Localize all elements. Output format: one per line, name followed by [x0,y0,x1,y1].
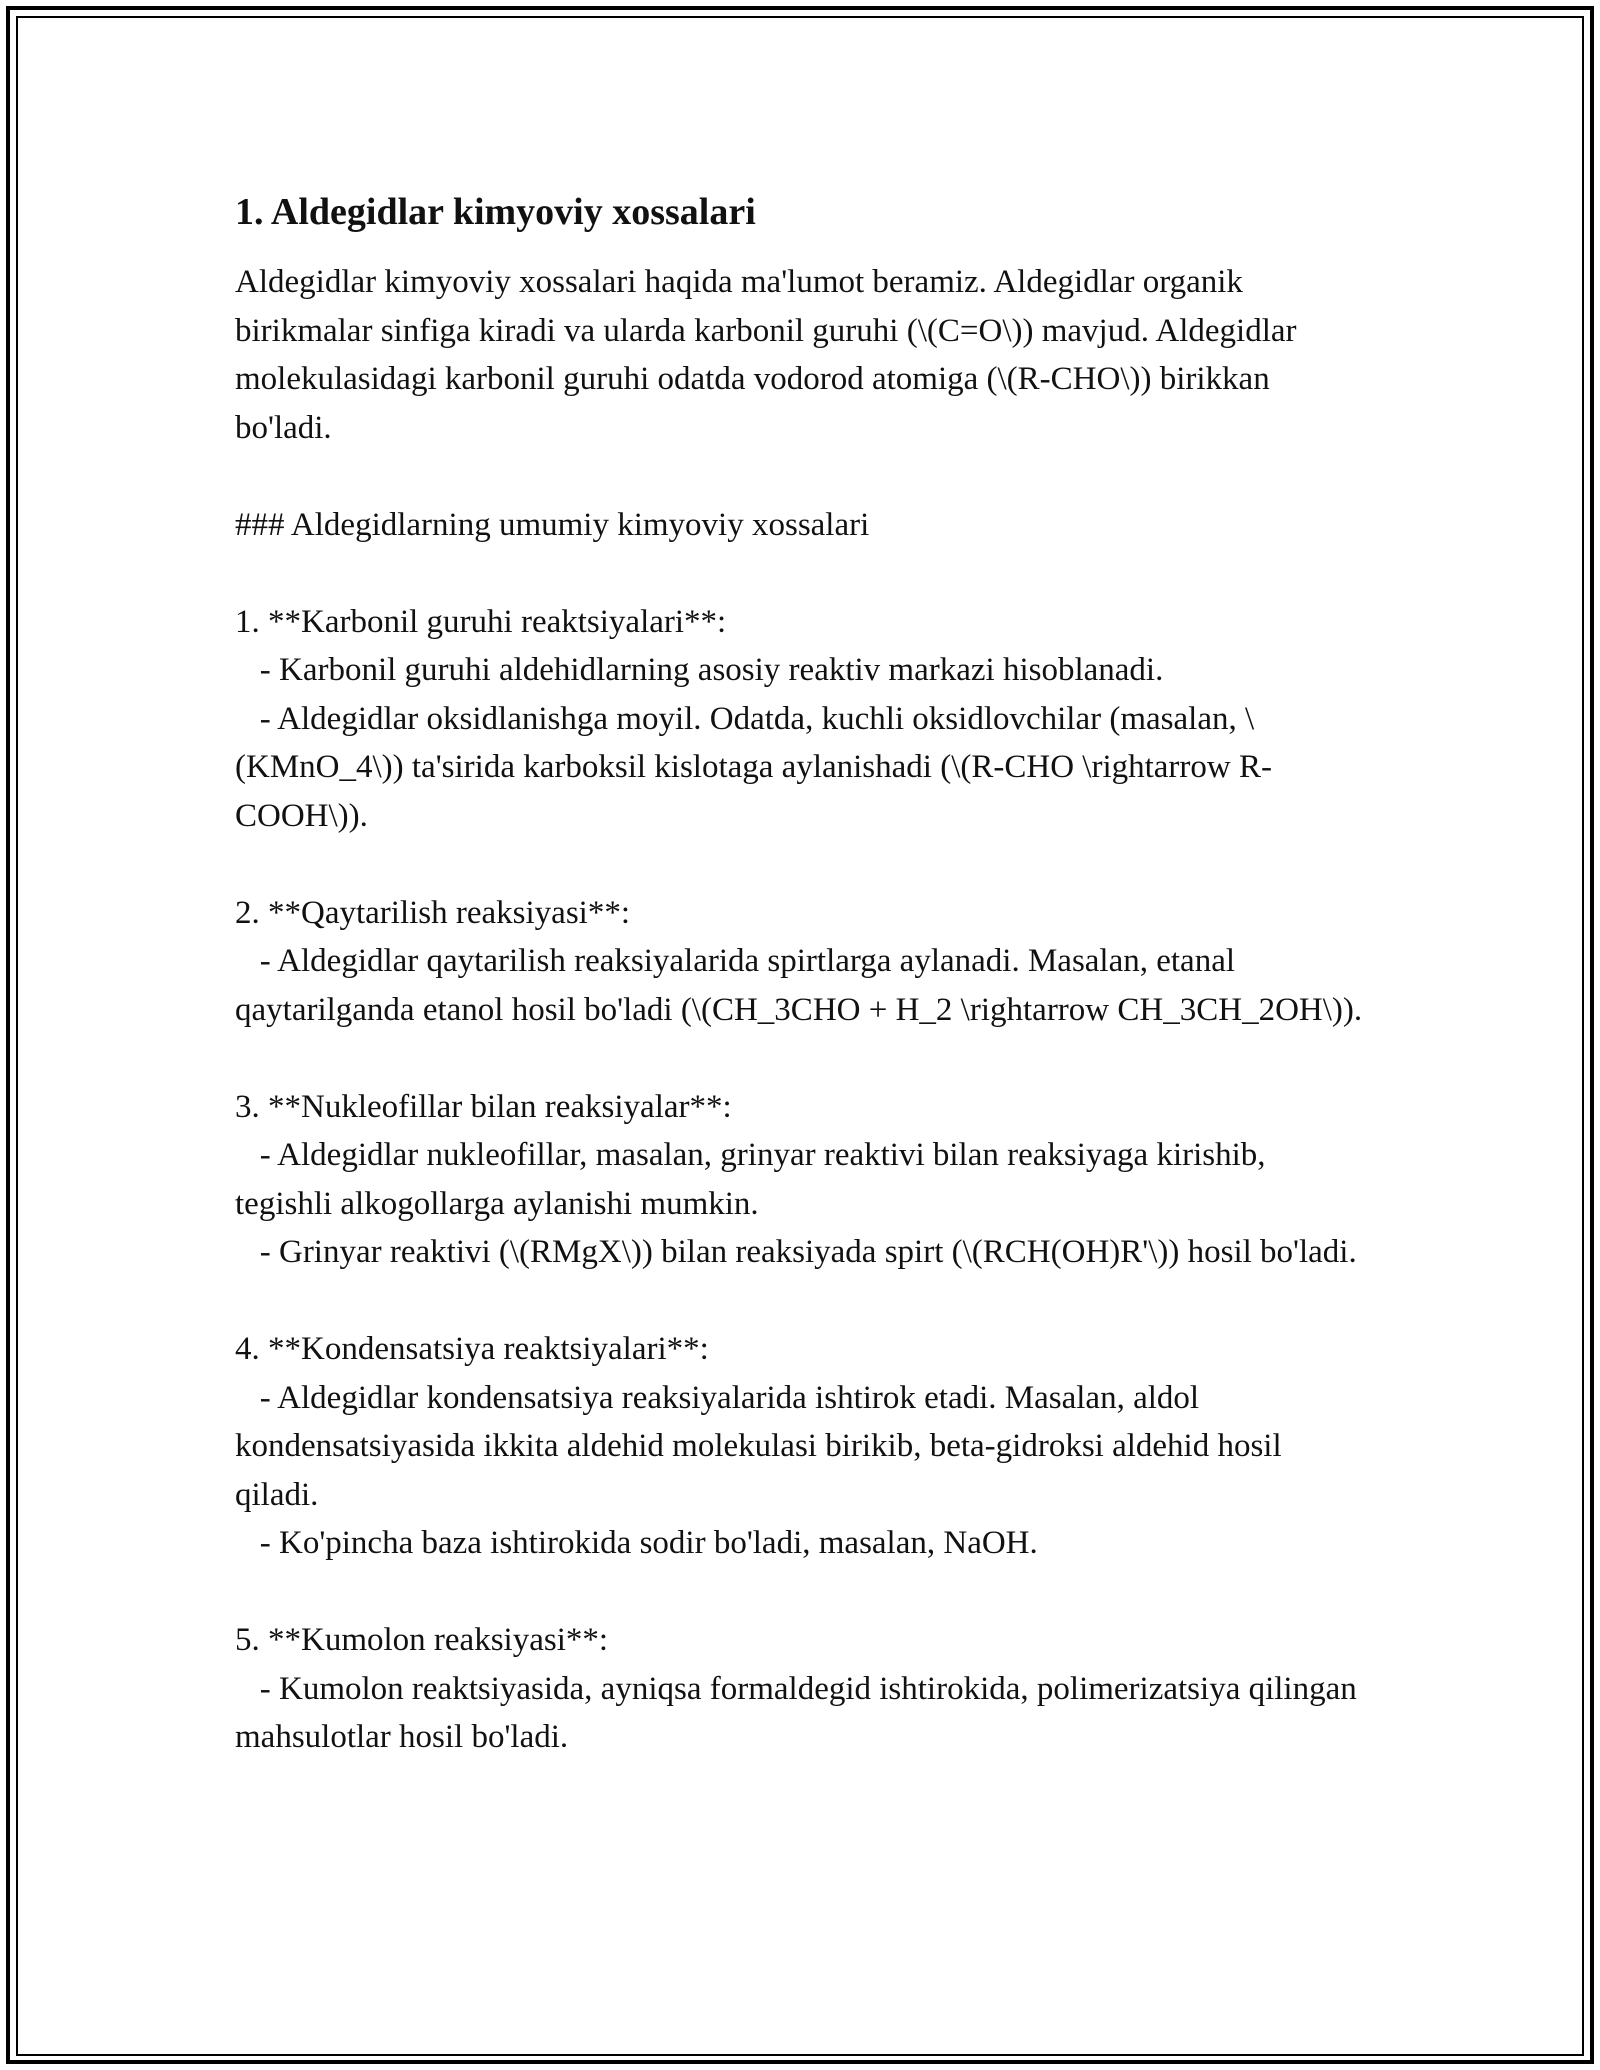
spacer [235,1277,1370,1326]
document-body [235,186,1370,1762]
intro-paragraph: Aldegidlar kimyoviy xossalari haqida ma'lumot beramiz. Aldegidlar organik birikmalar sinfiga kiradi va ularda karbonil guruhi (\(C=O\)) mavjud. Aldegidlar molekulasidagi karbonil guruhi odatda vodorod atomiga (\(R-CHO\)) birikkan bo'ladi. [235,264,1305,446]
document-title: 1. Aldegidlar kimyoviy xossalari [235,191,756,233]
section-heading: 4. **Kondensatsiya reaktsiyalari**: [235,1331,709,1367]
section-item: - Aldegidlar nukleofillar, masalan, grinyar reaktivi bilan reaksiyaga kirishib, tegishli alkogollarga aylanishi mumkin. [235,1137,1274,1222]
subheading: ### Aldegidlarning umumiy kimyoviy xossalari [235,506,870,543]
section-heading: 2. **Qaytarilish reaksiyasi**: [235,894,631,931]
section-1 [235,598,1370,841]
section-item: - Aldegidlar oksidlanishga moyil. Odatda, kuchli oksidlovchilar (masalan, \(KMnO_4\)) ta'sirida karboksil kislotaga aylanishadi (\(R-CHO \rightarrow R-COOH\)). [235,700,1272,834]
section-item: - Karbonil guruhi aldehidlarning asosiy reaktiv markazi hisoblanadi. [235,652,1164,688]
section-item: - Ko'pincha baza ishtirokida sodir bo'ladi, masalan, NaOH. [235,1525,1038,1561]
section-heading: 5. **Kumolon reaksiyasi**: [235,1622,609,1658]
section-4 [235,1325,1370,1568]
section-item: - Kumolon reaktsiyasida, ayniqsa formaldegid ishtirokida, polimerizatsiya qilingan mahsulotlar hosil bo'ladi. [235,1670,1365,1755]
section-item: - Grinyar reaktivi (\(RMgX\)) bilan reaksiyada spirt (\(RCH(OH)R'\)) hosil bo'ladi. [235,1234,1357,1270]
section-heading: 3. **Nukleofillar bilan reaksiyalar**: [235,1088,732,1125]
section-3 [235,1083,1370,1277]
spacer [235,840,1370,889]
section-item: - Aldegidlar kondensatsiya reaksiyalarida ishtirok etadi. Masalan, aldol kondensatsiyasida ikkita aldehid molekulasi birikib, beta-gidroksi aldehid hosil qiladi. [235,1379,1290,1513]
section-5 [235,1616,1370,1762]
spacer [235,452,1370,501]
spacer [235,1568,1370,1617]
spacer [235,1034,1370,1083]
section-heading: 1. **Karbonil guruhi reaktsiyalari**: [235,603,727,640]
spacer [235,549,1370,598]
section-2 [235,889,1370,1035]
section-item: - Aldegidlar qaytarilish reaksiyalarida spirtlarga aylanadi. Masalan, etanal qaytarilganda etanol hosil bo'ladi (\(CH_3CHO + H_2 \rightarrow CH_3CH_2OH\)). [235,943,1363,1028]
